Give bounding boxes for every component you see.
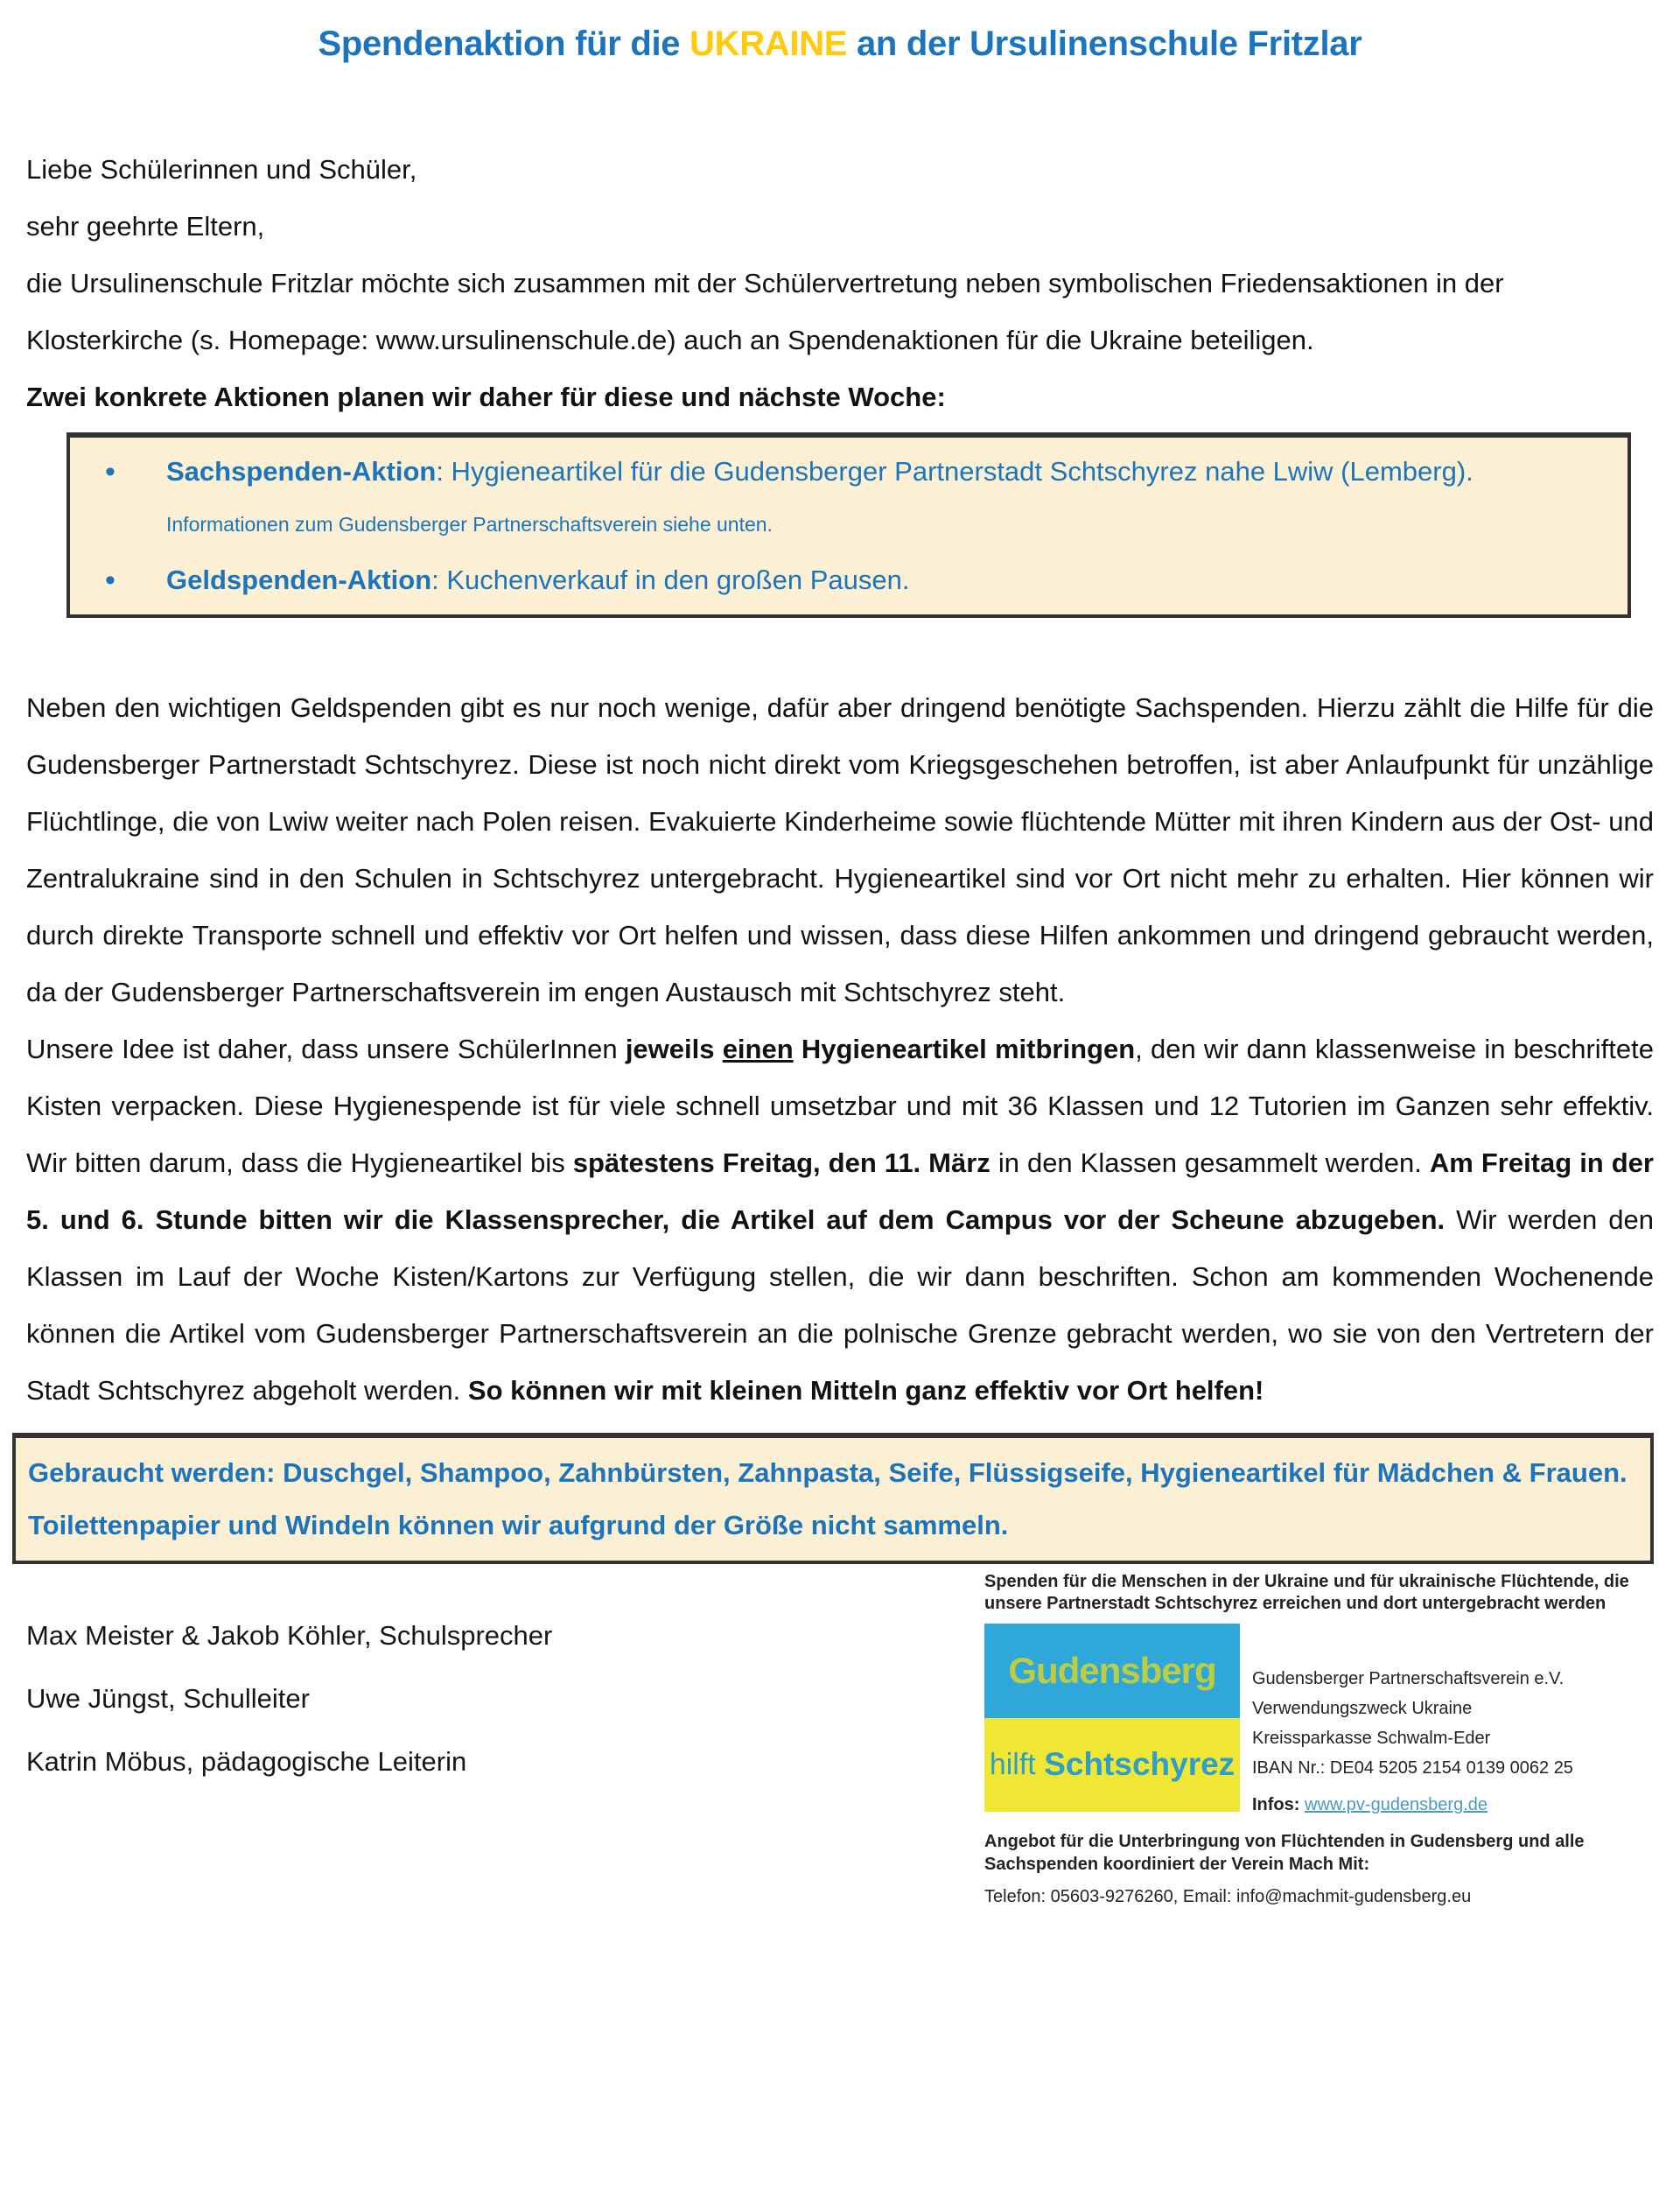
signatures-block [26, 1571, 984, 1793]
title-highlight-ukraine: UKRAINE [690, 25, 848, 63]
idea-bold-freitag-abgabe: Am Freitag in der 5. und 6. Stunde bitten wir die Klassensprecher, die Artikel auf dem Campus vor der Scheune abzugeben. [26, 1147, 1654, 1235]
signature-paedagogische-leiterin: Katrin Möbus, pädagogische Leiterin [26, 1746, 467, 1777]
bank-kreissparkasse: Kreissparkasse Schwalm-Eder [1252, 1729, 1491, 1748]
footer [26, 1571, 1654, 1908]
sachspenden-text: : Hygieneartikel für die Gudensberger Partnerstadt Schtschyrez nahe Lwiw (Lemberg). [436, 456, 1474, 487]
needed-items-text: Gebraucht werden: Duschgel, Shampoo, Zahnbürsten, Zahnpasta, Seife, Flüssigseife, Hygieneartikel für Mädchen & Frauen. Toilettenpapier und Windeln können wir aufgrund der Größe nicht sammeln. [28, 1457, 1628, 1540]
logo-hilft-text: hilft [989, 1747, 1036, 1781]
logo-schtschyrez-text: Schtschyrez [1044, 1746, 1236, 1783]
opening-block [26, 141, 1654, 425]
logo-row [984, 1624, 1654, 1820]
idea-bold-hygieneartikel: Hygieneartikel mitbringen [793, 1034, 1136, 1064]
list-item-sachspenden [70, 446, 1601, 550]
sachspenden-note: Informationen zum Gudensberger Partnerschaftsverein siehe unten. [166, 513, 773, 536]
page-title [26, 25, 1654, 64]
geldspenden-text: : Kuchenverkauf in den großen Pausen. [431, 565, 910, 595]
idea-bold-jeweils: jeweils [625, 1034, 723, 1064]
coordinator-note: Angebot für die Unterbringung von Flüchtenden in Gudensberg und alle Sachspenden koordiniert der Verein Mach Mit: [984, 1832, 1585, 1874]
infos-label: Infos: [1252, 1795, 1305, 1814]
infos-line [1252, 1790, 1573, 1820]
logo-top-banner [984, 1624, 1240, 1718]
geldspenden-label: Geldspenden-Aktion [166, 565, 432, 595]
signature-schulsprecher: Max Meister & Jakob Köhler, Schulsprecher [26, 1620, 553, 1651]
idea-segment: Unsere Idee ist daher, dass unsere SchülerInnen [26, 1034, 626, 1064]
idea-bold-helfen: So können wir mit kleinen Mitteln ganz effektiv vor Ort helfen! [467, 1375, 1264, 1406]
idea-segment: in den Klassen gesammelt werden. [990, 1147, 1430, 1178]
actions-box [66, 432, 1631, 618]
idea-underline-einen: einen [722, 1034, 794, 1064]
logo-gudensberg-text: Gudensberg [1008, 1649, 1216, 1691]
title-part1: Spendenaktion für die [318, 25, 690, 63]
idea-segment: , den wir dann klassenweise in beschriftete Kisten verpacken. Diese Hygienespende ist für viele schnell umsetzbar und mit 36 Klassen und 12 Tutorien im Ganzen sehr effektiv. Wir bitten darum, dass die Hygieneartikel bis [26, 1034, 1654, 1178]
title-part2: an der Ursulinenschule Fritzlar [847, 25, 1362, 63]
paragraph-sachspenden-info: Neben den wichtigen Geldspenden gibt es nur noch wenige, dafür aber dringend benötigte Sachspenden. Hierzu zählt die Hilfe für die Gudensberger Partnerstadt Schtschyrez. Diese ist noch nicht direkt vom Kriegsgeschehen betroffen, ist aber Anlaufpunkt für unzählige Flüchtlinge, die von Lwiw weiter nach Polen reisen. Evakuierte Kinderheime sowie flüchtende Mütter mit ihren Kindern aus der Ost- und Zentralukraine sind in den Schulen in Schtschyrez untergebracht. Hygieneartikel sind vor Ort nicht mehr zu erhalten. Hier können wir durch direkte Transporte schnell und effektiv vor Ort helfen und wissen, dass diese Hilfen ankommen und dringend gebraucht werden, da der Gudensberger Partnerschaftsverein im engen Austausch mit Schtschyrez steht. [26, 692, 1654, 1007]
signature-schulleiter: Uwe Jüngst, Schulleiter [26, 1683, 310, 1714]
contact-line: Telefon: 05603-9276260, Email: info@machmit-gudensberg.eu [984, 1887, 1472, 1906]
salutation-students: Liebe Schülerinnen und Schüler, [26, 154, 417, 185]
logo-bottom-banner [984, 1718, 1240, 1813]
salutation-parents: sehr geehrte Eltern, [26, 211, 265, 242]
donation-info-block [984, 1571, 1654, 1908]
idea-bold-deadline: spätestens Freitag, den 11. März [572, 1147, 990, 1178]
sachspenden-label: Sachspenden-Aktion [166, 456, 437, 487]
bank-iban: IBAN Nr.: DE04 5205 2154 0139 0062 25 [1252, 1758, 1573, 1778]
pv-gudensberg-link[interactable]: www.pv-gudensberg.de [1305, 1795, 1488, 1814]
needed-items-box [12, 1433, 1654, 1564]
bullet-icon: • [105, 455, 116, 488]
paragraph-idea [26, 1021, 1654, 1419]
bank-verwendungszweck: Verwendungszweck Ukraine [1252, 1699, 1473, 1718]
list-item-geldspenden [70, 555, 1601, 606]
bank-details [1240, 1624, 1573, 1820]
bullet-icon: • [105, 564, 116, 597]
idea-segment: Wir werden den Klassen im Lauf der Woche Kisten/Kartons zur Verfügung stellen, die wir dann beschriften. Schon am kommenden Wochenende können die Artikel vom Gudensberger Partnerschaftsverein an die polnische Grenze gebracht werden, wo sie von den Vertretern der Stadt Schtschyrez abgeholt werden. [26, 1204, 1654, 1406]
plan-heading: Zwei konkrete Aktionen planen wir daher für diese und nächste Woche: [26, 382, 946, 412]
intro-paragraph: die Ursulinenschule Fritzlar möchte sich zusammen mit der Schülervertretung neben symbolischen Friedensaktionen in der Klosterkirche (s. Homepage: www.ursulinenschule.de) auch an Spendenaktionen für die Ukraine beteiligen. [26, 268, 1504, 355]
gudensberg-logo [984, 1624, 1240, 1812]
document-page [0, 25, 1680, 1908]
donation-heading: Spenden für die Menschen in der Ukraine und für ukrainische Flüchtende, die unsere Partnerstadt Schtschyrez erreichen und dort untergebracht werden [984, 1572, 1629, 1613]
bank-verein: Gudensberger Partnerschaftsverein e.V. [1252, 1669, 1564, 1688]
